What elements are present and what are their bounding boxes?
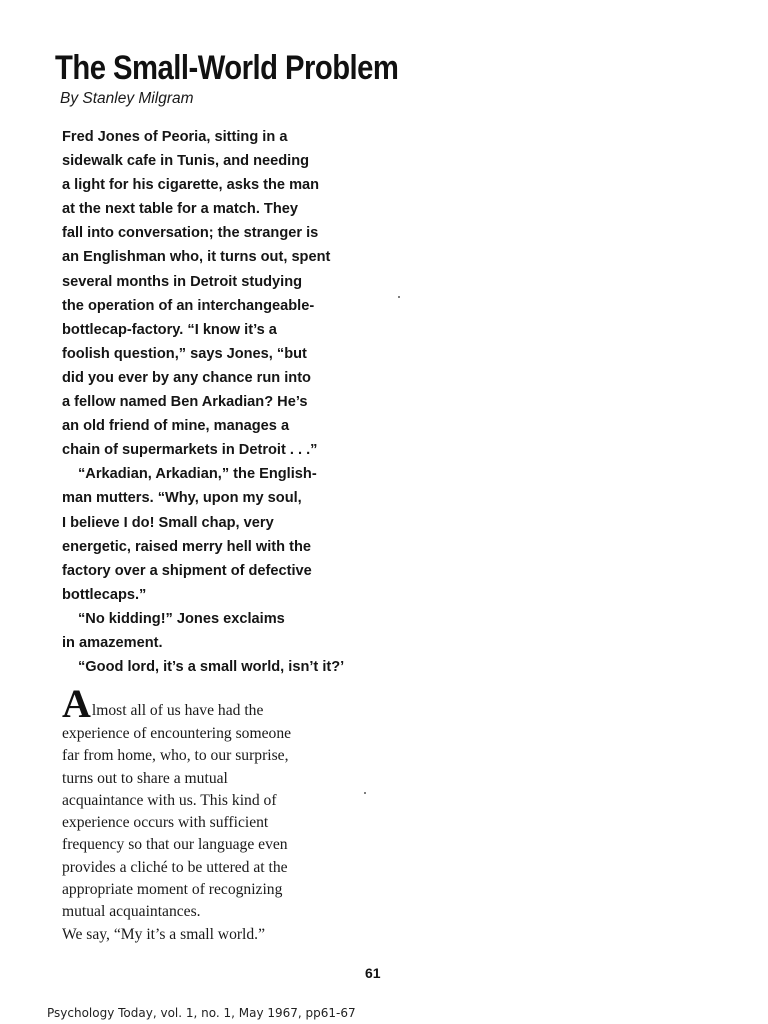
author-byline: By Stanley Milgram [60,90,194,107]
intro-line: “Good lord, it’s a small world, isn’t it?’ [78,659,345,676]
intro-line: several months in Detroit studying [62,273,303,290]
intro-line: man mutters. “Why, upon my soul, [62,490,302,507]
intro-line: an Englishman who, it turns out, spent [62,249,331,266]
intro-line: a fellow named Ben Arkadian? He’s [62,394,308,411]
essay-line: mutual acquaintances. [62,903,201,921]
intro-line: “Arkadian, Arkadian,” the English- [78,466,317,483]
essay-body [62,681,382,946]
intro-line: at the next table for a match. They [62,201,298,218]
intro-line: a light for his cigarette, asks the man [62,177,320,194]
page-number: 61 [365,965,381,981]
essay-line: frequency so that our language even [62,836,288,854]
essay-line: turns out to share a mutual [62,769,228,787]
intro-line: energetic, raised merry hell with the [62,538,311,555]
essay-first-line [62,681,382,726]
intro-line: fall into conversation; the stranger is [62,225,319,242]
essay-line: experience of encountering someone [62,725,292,742]
intro-line: I believe I do! Small chap, very [62,514,274,531]
intro-line: an old friend of mine, manages a [62,418,290,435]
intro-line: sidewalk cafe in Tunis, and needing [62,153,310,170]
essay-line: acquaintance with us. This kind of [62,791,277,809]
essay-line: appropriate moment of recognizing [62,881,283,899]
intro-line: chain of supermarkets in Detroit . . .” [62,442,318,459]
article-title: The Small-World Problem [55,49,399,87]
intro-line: “No kidding!” Jones exclaims [78,610,285,627]
essay-line: far from home, who, to our surprise, [62,747,289,765]
intro-line: bottlecap-factory. “I know it’s a [62,321,277,338]
intro-line: did you ever by any chance run into [62,369,311,386]
intro-line: the operation of an interchangeable- [62,297,315,314]
essay-line: We say, “My it’s a small world.” [62,925,266,943]
intro-line: Fred Jones of Peoria, sitting in a [62,129,288,145]
intro-line: bottlecaps.” [62,586,147,603]
scan-speck [398,296,400,298]
source-citation: Psychology Today, vol. 1, no. 1, May 1967, pp61-67 [47,1006,356,1020]
intro-line: factory over a shipment of defective [62,562,312,579]
essay-line: provides a cliché to be uttered at the [62,858,288,876]
essay-line: lmost all of us have had the [91,702,264,719]
intro-anecdote [62,125,402,679]
intro-line: in amazement. [62,634,163,651]
essay-line: experience occurs with sufficient [62,814,269,832]
drop-cap: A [62,681,91,726]
intro-line: foolish question,” says Jones, “but [62,345,307,362]
